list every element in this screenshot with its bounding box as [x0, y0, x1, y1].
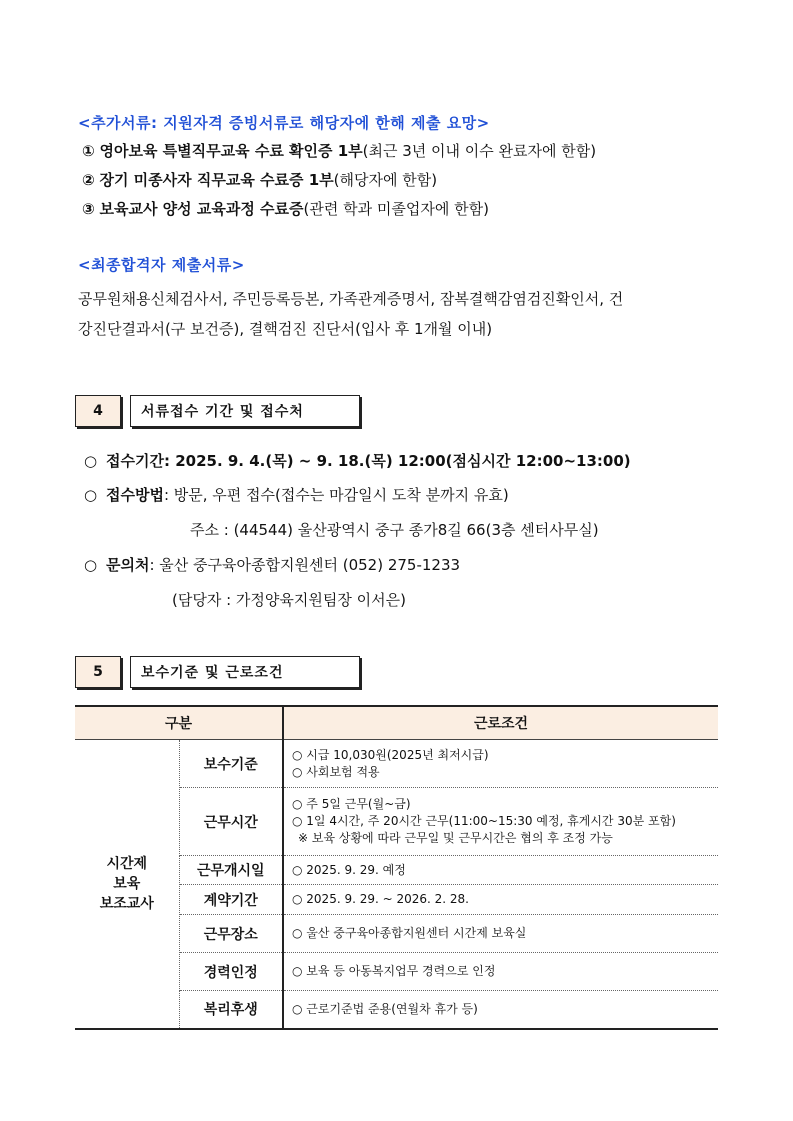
value-line: ○ 보육 등 아동복지업무 경력으로 인정 [292, 964, 496, 978]
value-line: ○ 울산 중구육아종합지원센터 시간제 보육실 [292, 926, 527, 940]
value-line: ○ 시급 10,030원(2025년 최저시급) [292, 747, 489, 762]
final-docs-heading: <최종합격자 제출서류> [78, 256, 245, 274]
category-line: 보조교사 [99, 895, 154, 912]
row-label: 복리후생 [179, 991, 283, 1029]
row-value [283, 953, 718, 991]
contact-person: (담당자 : 가정양육지원팀장 이서은) [172, 591, 406, 609]
extra-doc-title: 장기 미종사자 직무교육 수료증 1부 [99, 171, 334, 189]
row-value [283, 991, 718, 1029]
value-line: ○ 사회보험 적용 [292, 764, 380, 779]
section-4-title: 서류접수 기간 및 접수처 [130, 395, 360, 427]
extra-doc-num: ③ [82, 200, 95, 218]
receipt-period-label: 접수기간 [106, 452, 164, 470]
extra-doc-title: 보육교사 양성 교육과정 수료증 [99, 200, 304, 218]
contact-value: : 울산 중구육아종합지원센터 (052) 275-1233 [149, 556, 461, 574]
table-header-row [75, 706, 718, 740]
extra-docs-heading: <추가서류: 지원자격 증빙서류로 해당자에 한해 제출 요망> [78, 114, 490, 132]
section-5-title: 보수기준 및 근로조건 [130, 656, 360, 688]
value-line: ○ 2025. 9. 29. 예정 [292, 862, 406, 877]
category-cell [75, 740, 179, 1029]
extra-doc-note: (해당자에 한함) [333, 171, 438, 189]
row-label: 보수기준 [179, 740, 283, 788]
value-line: ○ 주 5일 근무(월~금) [292, 797, 411, 811]
contact-label: 문의처 [106, 556, 150, 574]
row-label: 경력인정 [179, 953, 283, 991]
header-conditions: 근로조건 [283, 706, 718, 740]
row-label: 근무시간 [179, 788, 283, 856]
work-conditions-table [75, 705, 718, 1030]
receipt-method-label: 접수방법 [106, 486, 164, 504]
section-5-number: 5 [75, 656, 121, 688]
receipt-method-value: : 방문, 우편 접수(접수는 마감일시 도착 분까지 유효) [163, 486, 509, 504]
receipt-period-value: : 2025. 9. 4.(목) ~ 9. 18.(목) 12:00(점심시간 12:00~13:00) [163, 452, 631, 470]
extra-doc-note: (관련 학과 미졸업자에 한함) [303, 200, 489, 218]
receipt-period [84, 450, 631, 471]
row-label: 계약기간 [179, 885, 283, 915]
row-value [283, 885, 718, 915]
table-row [75, 740, 718, 788]
row-value [283, 856, 718, 885]
row-value [283, 788, 718, 856]
category-line: 시간제 [106, 855, 148, 872]
value-line: ○ 2025. 9. 29. ~ 2026. 2. 28. [292, 892, 469, 906]
extra-doc-item-1 [82, 140, 596, 161]
value-line: ○ 1일 4시간, 주 20시간 근무(11:00~15:30 예정, 휴게시간 30분 포함) [292, 814, 676, 828]
bullet-circle: ○ [84, 452, 98, 470]
extra-doc-item-3 [82, 198, 489, 219]
contact-info [84, 554, 460, 575]
receipt-address: 주소 : (44544) 울산광역시 중구 종가8길 66(3층 센터사무실) [190, 521, 599, 539]
category-line: 보육 [113, 875, 141, 892]
row-value [283, 915, 718, 953]
final-docs-line1: 공무원채용신체검사서, 주민등록등본, 가족관계증명서, 잠복결핵감염검진확인서, 건 [78, 290, 624, 308]
value-line: ○ 근로기준법 준용(연월차 휴가 등) [292, 1001, 478, 1016]
header-category: 구분 [75, 706, 283, 740]
extra-doc-num: ① [82, 142, 95, 160]
extra-doc-note: (최근 3년 이내 이수 완료자에 한함) [362, 142, 597, 160]
receipt-method [84, 484, 509, 505]
value-line: ※ 보육 상황에 따라 근무일 및 근무시간은 협의 후 조정 가능 [298, 831, 613, 845]
section-4-number: 4 [75, 395, 121, 427]
extra-doc-item-2 [82, 169, 437, 190]
final-docs-line2: 강진단결과서(구 보건증), 결핵검진 진단서(입사 후 1개월 이내) [78, 320, 493, 338]
row-label: 근무장소 [179, 915, 283, 953]
row-label: 근무개시일 [179, 856, 283, 885]
row-value [283, 740, 718, 788]
extra-doc-title: 영아보육 특별직무교육 수료 확인증 1부 [99, 142, 363, 160]
bullet-circle: ○ [84, 486, 98, 504]
bullet-circle: ○ [84, 556, 98, 574]
extra-doc-num: ② [82, 171, 95, 189]
